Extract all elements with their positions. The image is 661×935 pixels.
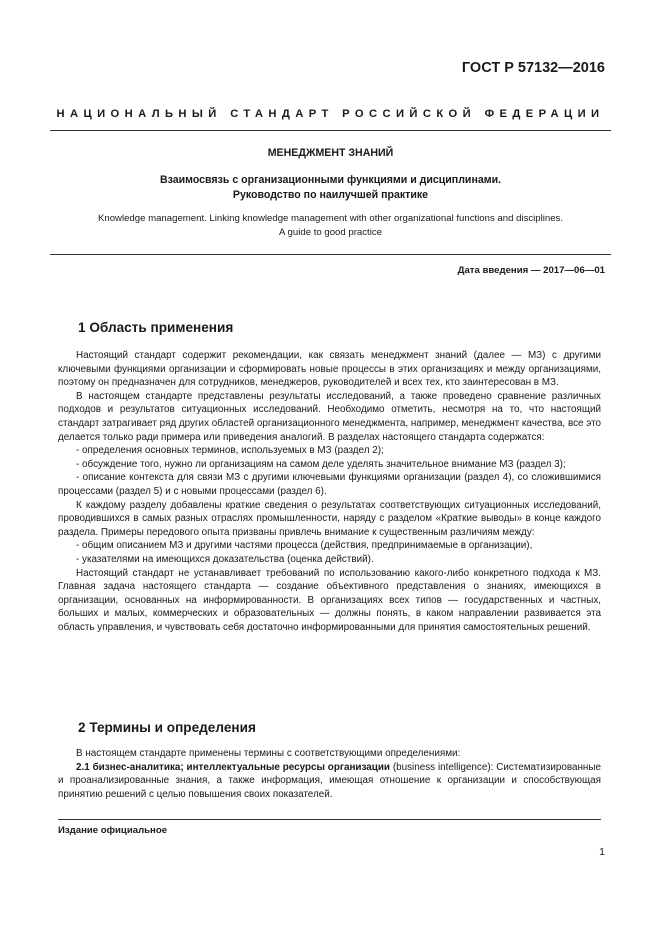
subtitle-ru	[50, 173, 611, 203]
list-item: - указателями на имеющихся доказательства (оценка действий).	[76, 553, 374, 565]
section-1-heading	[78, 320, 233, 335]
paragraph: К каждому разделу добавлены краткие сведения о результатах соответствующих ситуационных исследований, проводившихся в самых разных отраслях промышленности, наряду с разделом «Краткие выводы» в конце каждого раздела. Примеры передового опыта призваны привлечь внимание к существенным различиям между:	[58, 499, 601, 538]
term-definition: Систематизированные и проанализированные знания, а также информация, имеющая отношение к организации и способствующая принятию решений с целью повышения своих показателей.	[58, 761, 601, 800]
subtitle-en	[50, 212, 611, 239]
subtitle-en-line-2: A guide to good practice	[279, 226, 382, 238]
standard-code: ГОСТ Р 57132—2016	[461, 60, 605, 76]
official-edition-label: Издание официальное	[58, 825, 168, 836]
term-english: (business intelligence):	[392, 761, 494, 773]
paragraph: В настоящем стандарте применены термины с соответствующими определениями:	[76, 748, 461, 759]
section-2-body	[58, 747, 601, 801]
national-standard-banner: НАЦИОНАЛЬНЫЙ СТАНДАРТ РОССИЙСКОЙ ФЕДЕРАЦИИ	[56, 108, 605, 120]
header-rule	[50, 130, 611, 131]
introduction-date: Дата введения — 2017—06—01	[457, 265, 605, 276]
document-title: МЕНЕДЖМЕНТ ЗНАНИЙ	[267, 147, 394, 159]
section-1-body	[58, 349, 601, 634]
paragraph: Настоящий стандарт содержит рекомендации, как связать менеджмент знаний (далее — МЗ) с другими ключевыми функциями организации и сформировать новые процессы в этих организациях и между организациями, поэтому он предназначен для сотрудников, менеджеров, руководителей и всех тех, кто заинтересован в МЗ.	[58, 350, 601, 389]
subtitle-ru-line-2: Руководство по наилучшей практике	[232, 189, 429, 201]
title-rule	[50, 254, 611, 255]
list-item: - обсуждение того, нужно ли организациям на самом деле уделять значительное внимание МЗ (раздел 3);	[76, 458, 566, 470]
section-2-heading-text: 2 Термины и определения	[78, 720, 256, 735]
subtitle-en-line-1: Knowledge management. Linking knowledge management with other organizational functions and disciplines.	[97, 213, 564, 224]
list-item: - общим описанием МЗ и другими частями процесса (действия, предпринимаемые в организации),	[76, 540, 533, 552]
list-item: - определения основных терминов, используемых в МЗ (раздел 2);	[76, 445, 384, 457]
list-item: - описание контекста для связи МЗ с другими ключевыми функциями организации (раздел 4), со сложившимися процессами (раздел 5) и с новыми процессами (раздел 6).	[58, 472, 601, 497]
section-1-heading-text: 1 Область применения	[78, 320, 234, 335]
paragraph: В настоящем стандарте представлены результаты исследований, а также проведено сравнение различных подходов и результатов ситуационных исследований. Необходимо отметить, несмотря на то, что настоящий стандарт затрагивает ряд других областей организационного менеджмента, например, менеджмент качества, все это делается только ради примера или приведения аналогий. В разделах настоящего стандарта содержатся:	[58, 390, 601, 443]
page-number: 1	[599, 846, 605, 858]
paragraph: Настоящий стандарт не устанавливает требований по использованию какого-либо конкретного подхода к МЗ. Главная задача настоящего стандарта — создание объективного представления о знаниях, имеющихся в организации, основанных на информированности. В организациях всех типов — государственных и частных, больших и малых, коммерческих и образовательных — должны понять, в каком направлении развивается эта область управления, и чувствовать себя достаточно информированными для принятия самостоятельных решений.	[58, 567, 601, 633]
term-entry	[58, 761, 601, 802]
subtitle-ru-line-1: Взаимосвязь с организационными функциями и дисциплинами.	[159, 174, 502, 186]
section-2-heading	[78, 720, 256, 735]
term-number: 2.1	[76, 761, 90, 773]
footer-rule	[58, 819, 601, 820]
term-name: бизнес-аналитика; интеллектуальные ресурсы организации	[92, 761, 390, 773]
